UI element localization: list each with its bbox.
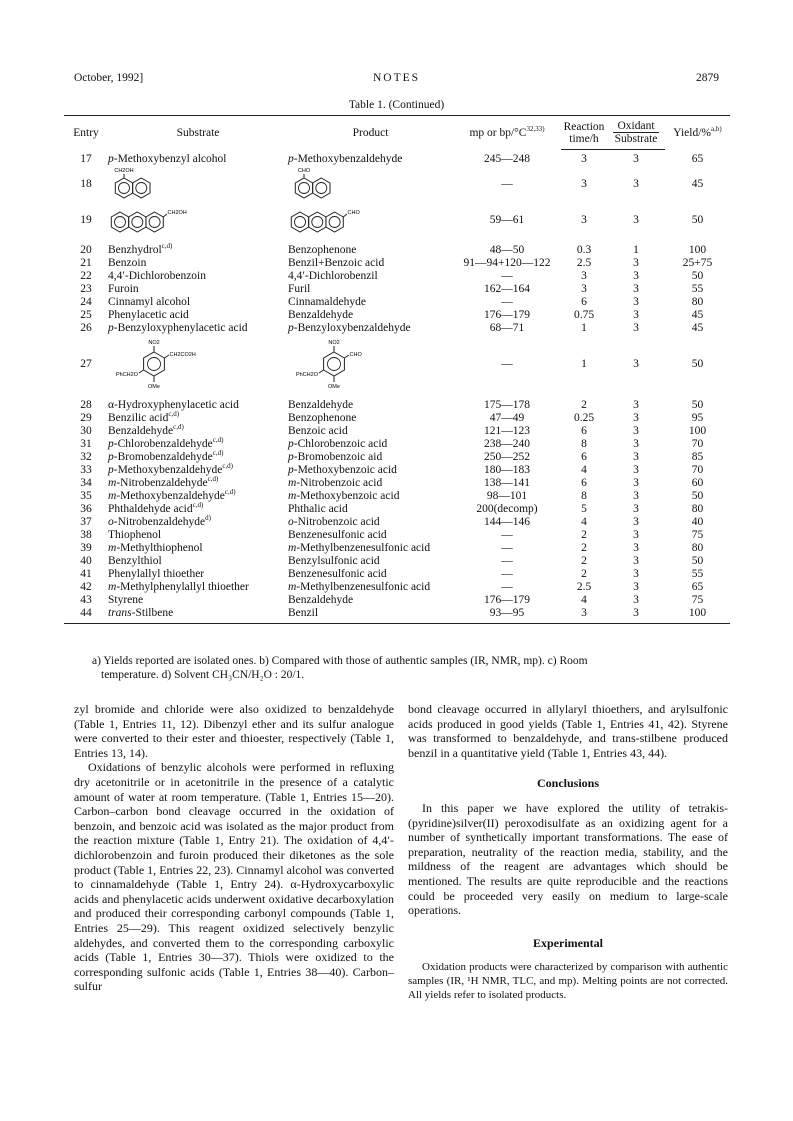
cell-time: 8 [581, 490, 587, 502]
cell-mp: 68—71 [489, 322, 525, 334]
table-row [64, 490, 730, 503]
cell-product: Benzil+Benzoic acid [288, 257, 385, 269]
cell-yield: 70 [691, 464, 704, 476]
table-row [64, 503, 730, 516]
cell-substrate [108, 166, 288, 202]
cell-mp: — [501, 296, 513, 308]
footnote-ref: c,d) [224, 488, 236, 497]
cell-ratio: 3 [633, 555, 639, 567]
left-column [74, 702, 394, 994]
cell-mp: — [501, 568, 513, 580]
cell-substrate: m-Methoxybenzaldehyde$^{c,d)}$ [108, 488, 236, 502]
cell-product: p-Methoxybenzoic acid [288, 464, 397, 476]
cell-mp: 138—141 [484, 477, 530, 489]
col-header-reaction: Reaction [561, 116, 607, 134]
table-row [64, 166, 730, 202]
cell-entry: 40 [80, 555, 92, 567]
cell-mp: 59—61 [489, 213, 525, 226]
right-paragraph-1: bond cleavage occurred in allylaryl thioethers, and arylsulfonic acids produced in good yields (Table 1, Entries 41, 42). Styrene was transformed to benzaldehyde, and trans-stilbene produced benzil in a quantitative yield (Table 1, Entries 43, 44). [408, 702, 728, 760]
col-header-yield-ref: a,b) [711, 124, 722, 133]
col-header-mp-text: mp or bp/°C [469, 126, 527, 139]
cell-product: p-Benzyloxybenzaldehyde [288, 322, 411, 334]
table-row [64, 283, 730, 296]
table-row [64, 296, 730, 309]
cell-ratio: 3 [633, 529, 639, 541]
cell-product: m-Methylbenzenesulfonic acid [288, 542, 431, 554]
cell-time: 4 [581, 516, 587, 528]
cell-product: p-Bromobenzoic aid [288, 451, 383, 463]
cell-ratio: 3 [633, 425, 639, 437]
cell-yield: 60 [691, 477, 704, 489]
cell-entry: 17 [80, 152, 92, 165]
table-row [64, 464, 730, 477]
cell-substrate: Benzylthiol [108, 555, 162, 567]
left-paragraph-1: zyl bromide and chloride were also oxidized to benzaldehyde (Table 1, Entries 11, 12). Dibenzyl ether and its sulfur analogue were converted to their ester and thioester, respectively (Table 1, Entries 13, 14). [74, 702, 394, 760]
cell-entry: 22 [80, 270, 92, 282]
table-row [64, 335, 730, 393]
table-caption: Table 1. (Continued) [348, 99, 445, 111]
cell-entry: 36 [80, 503, 92, 515]
col-header-oxidant-text: Oxidant [613, 120, 658, 133]
cell-substrate: m-Methylphenylallyl thioether [108, 581, 249, 593]
left-paragraph-2: Oxidations of benzylic alcohols were performed in refluxing dry acetonitrile or in acetonitrile in the presence of a catalytic amount of water at room temperature. (Table 1, Entries 15—20). Carbon–carbon bond cleavage occurred in the oxidation of benzoin, and benzoic acid was isolated as the major product from the reaction mixture (Table 1, Entry 21). The oxidation of 4,4′-dichlorobenzoin and furoin produced their diketones as the sole product (Table 1, Entries 22, 23). Cinnamyl alcohol was converted to cinnamaldehyde (Table 1, Entry 24). α-Hydroxycarboxylic acids and phenylacetic acids underwent oxidative decarboxylation and produced their corresponding carbonyl compounds (Table 1, Entries 25—29). This reagent oxidized selectively benzylic aldehydes, and converted them to the corresponding carboxylic acids (Table 1, Entries 30—37). Thiols were oxidized to the corresponding sulfonic acids (Table 1, Entries 38—40). Carbon–sulfur [74, 760, 394, 994]
cell-mp: — [501, 357, 513, 370]
footnote-line-1: a) Yields reported are isolated ones. b) Compared with those of authentic samples (IR, NMR, mp). c) Room [92, 655, 588, 667]
cell-substrate: Phenylallyl thioether [108, 568, 205, 580]
cell-mp: 93—95 [453, 607, 561, 624]
cell-mp: 176—179 [484, 309, 530, 321]
cell-substrate: Furoin [108, 283, 139, 295]
cell-entry: 43 [80, 594, 92, 606]
cell-ratio: 3 [607, 607, 665, 624]
conclusions-heading: Conclusions [536, 776, 600, 791]
table-row [64, 607, 730, 624]
table-row [64, 568, 730, 581]
col-header-product: Product [288, 116, 453, 150]
cell-mp: 162—164 [484, 283, 530, 295]
cell-mp: — [501, 177, 513, 190]
cell-yield: 100 [688, 425, 707, 437]
cell-product: p-Chlorobenzoic acid [288, 438, 388, 450]
cell-yield: 80 [691, 542, 704, 554]
cell-product: p-Methoxybenzaldehyde [288, 152, 403, 165]
cell-mp: — [501, 270, 513, 282]
table-row [64, 393, 730, 412]
cell-product: Benzylsulfonic acid [288, 555, 380, 567]
cell-product: Benzenesulfonic acid [288, 529, 387, 541]
substituent-label: PhCH2O [295, 372, 318, 378]
table-row [64, 322, 730, 335]
cell-yield: 45 [691, 309, 704, 321]
cell-substrate: p-Methoxybenzyl alcohol [108, 152, 227, 165]
table-row [64, 309, 730, 322]
running-header-title: NOTES [372, 72, 421, 84]
cell-product: Benzenesulfonic acid [288, 568, 387, 580]
table-footnotes [92, 654, 732, 682]
cell-product: 4,4′-Dichlorobenzil [288, 270, 378, 282]
cell-mp: 200(decomp) [476, 503, 538, 515]
cell-ratio: 3 [633, 542, 639, 554]
cell-yield: 65 [691, 581, 704, 593]
cell-product: Benzophenone [288, 412, 357, 424]
cell-substrate [108, 335, 288, 393]
cell-time: 6 [581, 451, 587, 463]
cell-substrate: p-Benzyloxyphenylacetic acid [108, 322, 248, 334]
cell-product: Cinnamaldehyde [288, 296, 366, 308]
cell-mp: 245—248 [484, 152, 530, 165]
cell-substrate: m-Methylthiophenol [108, 542, 203, 554]
substituent-label: CHO [347, 210, 360, 216]
cell-ratio: 3 [633, 296, 639, 308]
page-number: 2879 [696, 72, 719, 84]
cell-yield: 95 [691, 412, 704, 424]
cell-ratio: 3 [633, 503, 639, 515]
table-row [64, 542, 730, 555]
cell-time: 2 [581, 399, 587, 411]
cell-product: m-Nitrobenzoic acid [288, 477, 383, 489]
results-table [64, 115, 730, 624]
cell-yield: 50 [691, 555, 704, 567]
cell-mp: 121—123 [484, 425, 530, 437]
cell-ratio: 3 [633, 399, 639, 411]
substituent-label: OMe [148, 384, 160, 390]
footnote-ref: c,d) [212, 436, 224, 445]
cell-yield: 50 [691, 399, 704, 411]
cell-yield: 100 [688, 244, 707, 256]
cell-time: 1 [581, 322, 587, 334]
cell-substrate: Phthaldehyde acid$^{c,d)}$ [108, 501, 204, 515]
conclusions-paragraph: In this paper we have explored the utility of tetrakis-(pyridine)silver(II) peroxodisulfate as an oxidizing agent for a number of synthetically important transformations. The ease of preparation, neutrality of the reaction media, stability, and the mildness of the reagent are advantages which should be mentioned. The results are quite reproducible and the reactions could be proceeded very easily on medium to large-scale operations. [408, 800, 728, 918]
cell-product: m-Methoxybenzoic acid [288, 490, 400, 502]
cell-substrate: Benzoin [108, 257, 147, 269]
cell-substrate: Thiophenol [108, 529, 162, 541]
cell-ratio: 3 [633, 270, 639, 282]
cell-entry: 28 [80, 399, 92, 411]
cell-time: 0.3 [576, 244, 592, 256]
footnote-ref: c,d) [173, 423, 184, 432]
cell-mp: 48—50 [489, 244, 525, 256]
cell-entry: 32 [80, 451, 92, 463]
cell-mp: 98—101 [486, 490, 528, 502]
cell-ratio: 3 [633, 177, 639, 190]
cell-yield: 65 [691, 152, 704, 165]
cell-time: 6 [581, 425, 587, 437]
cell-time: 3 [581, 213, 587, 226]
cell-entry: 39 [80, 542, 92, 554]
footnote-ref: c,d) [192, 501, 204, 510]
substituent-label: CH2OH [167, 210, 187, 216]
cell-ratio: 3 [633, 322, 639, 334]
cell-mp: — [501, 529, 513, 541]
cell-substrate: Styrene [108, 594, 144, 606]
cell-ratio: 3 [633, 451, 639, 463]
cell-time: 2 [581, 568, 587, 580]
table-row [64, 477, 730, 490]
footnote-ref: c,d) [161, 242, 173, 251]
cell-entry: 24 [80, 296, 92, 308]
cell-entry: 31 [80, 438, 92, 450]
cell-product [288, 335, 453, 393]
table-row [64, 238, 730, 257]
cell-mp: 238—240 [484, 438, 530, 450]
cell-product: Benzaldehyde [288, 309, 354, 321]
cell-ratio: 3 [633, 412, 639, 424]
footnote-ref: c,d) [207, 475, 219, 484]
footnote-ref: c,d) [212, 449, 224, 458]
cell-entry: 20 [80, 244, 92, 256]
experimental-heading: Experimental [533, 935, 603, 950]
cell-mp: 91—94+120—122 [463, 257, 551, 269]
cell-yield: 45 [691, 322, 704, 334]
cell-mp: 176—179 [484, 594, 530, 606]
cell-mp: — [501, 581, 513, 593]
cell-time: 8 [581, 438, 587, 450]
cell-substrate: Benzaldehyde$^{c,d)}$ [108, 423, 184, 437]
table-row [64, 451, 730, 464]
footnote-ref: c,d) [222, 462, 234, 471]
footnote-line-2: temperature. d) Solvent CH₃CN/H₂O : 20/1. [101, 669, 305, 681]
cell-yield: 75 [691, 594, 704, 606]
cell-product: Benzaldehyde [288, 399, 354, 411]
cell-product: o-Nitrobenzoic acid [288, 516, 380, 528]
cell-ratio: 3 [633, 594, 639, 606]
cell-yield: 50 [691, 490, 704, 502]
cell-mp: 144—146 [484, 516, 530, 528]
cell-time: 3 [581, 177, 587, 190]
cell-entry: 27 [80, 357, 92, 370]
cell-yield: 80 [691, 296, 704, 308]
cell-mp: — [501, 542, 513, 554]
table-row [64, 425, 730, 438]
substituent-label: NO2 [148, 340, 160, 346]
cell-entry: 38 [80, 529, 92, 541]
cell-substrate: Benzilic acid$^{c,d)}$ [108, 410, 180, 424]
cell-yield: 70 [691, 438, 704, 450]
footnote-ref: d) [205, 514, 211, 523]
cell-yield: 50 [691, 357, 704, 370]
cell-entry: 33 [80, 464, 92, 476]
footnote-ref: c,d) [168, 410, 180, 419]
cell-yield: 50 [691, 213, 704, 226]
cell-entry: 37 [80, 516, 92, 528]
cell-entry: 23 [80, 283, 92, 295]
cell-yield: 100 [665, 607, 730, 624]
cell-product: m-Methylbenzenesulfonic acid [288, 581, 431, 593]
col-header-entry: Entry [64, 116, 108, 150]
cell-substrate: o-Nitrobenzaldehyde$^{d)}$ [108, 514, 211, 528]
cell-substrate: Phenylacetic acid [108, 309, 189, 321]
cell-time: 2.5 [576, 257, 592, 269]
cell-time: 3 [581, 283, 587, 295]
cell-entry: 18 [80, 177, 92, 190]
cell-time: 2.5 [576, 581, 592, 593]
cell-entry: 29 [80, 412, 92, 424]
cell-time: 6 [581, 296, 587, 308]
cell-time: 1 [581, 357, 587, 370]
cell-mp: — [501, 555, 513, 567]
col-header-substrate: Substrate [108, 116, 288, 150]
cell-time: 0.25 [573, 412, 595, 424]
table-row [64, 257, 730, 270]
substituent-label: OMe [328, 384, 340, 390]
substituent-label: CH2OH [114, 168, 134, 174]
table-row [64, 270, 730, 283]
table-row [64, 594, 730, 607]
col-header-time: time/h [561, 133, 607, 150]
table-row [64, 202, 730, 238]
cell-yield: 50 [691, 270, 704, 282]
cell-substrate: p-Methoxybenzaldehyde$^{c,d)}$ [108, 462, 234, 476]
cell-yield: 80 [691, 503, 704, 515]
cell-product: Phthalic acid [288, 503, 348, 515]
cell-product: Benzoic acid [288, 425, 348, 437]
cell-product: Benzophenone [288, 244, 357, 256]
cell-ratio: 3 [633, 516, 639, 528]
table-row [64, 529, 730, 542]
cell-product: Furil [288, 283, 311, 295]
cell-entry: 21 [80, 257, 92, 269]
cell-ratio: 3 [633, 464, 639, 476]
cell-yield: 85 [691, 451, 704, 463]
cell-mp: 175—178 [484, 399, 530, 411]
table-row [64, 516, 730, 529]
cell-ratio: 1 [633, 244, 639, 256]
cell-ratio: 3 [633, 581, 639, 593]
cell-ratio: 3 [633, 257, 639, 269]
table-row [64, 150, 730, 167]
cell-substrate: p-Bromobenzaldehyde$^{c,d)}$ [108, 449, 224, 463]
cell-time: 4 [581, 594, 587, 606]
cell-product [288, 202, 453, 238]
cell-entry: 19 [80, 213, 92, 226]
cell-substrate: Cinnamyl alcohol [108, 296, 191, 308]
substituent-label: CH2CO2H [169, 352, 196, 358]
cell-entry: 26 [80, 322, 92, 334]
cell-time: 4 [581, 464, 587, 476]
cell-ratio: 3 [633, 283, 639, 295]
col-header-oxidant [607, 116, 665, 134]
cell-yield: 40 [691, 516, 704, 528]
experimental-paragraph: Oxidation products were characterized by comparison with authentic samples (IR, ¹H NMR, TLC, and mp). Melting points are not corrected. All yields refer to isolated products. [408, 961, 728, 1002]
cell-ratio: 3 [633, 153, 639, 165]
running-header-left: October, 1992] [74, 72, 144, 84]
cell-yield: 75 [691, 529, 704, 541]
cell-ratio: 3 [633, 213, 639, 226]
cell-yield: 55 [691, 568, 704, 580]
cell-substrate: trans-Stilbene [108, 607, 288, 624]
cell-mp: 250—252 [484, 451, 530, 463]
cell-product: Benzil [288, 607, 453, 624]
cell-time: 3 [561, 607, 607, 624]
cell-ratio: 3 [633, 357, 639, 370]
cell-entry: 30 [80, 425, 92, 437]
table-row [64, 581, 730, 594]
cell-mp: 47—49 [489, 412, 525, 424]
cell-substrate: Benzhydrol$^{c,d)}$ [108, 242, 173, 256]
cell-time: 3 [581, 153, 587, 165]
cell-entry: 34 [80, 477, 92, 489]
cell-ratio: 3 [633, 309, 639, 321]
cell-time: 5 [581, 503, 587, 515]
cell-entry: 35 [80, 490, 92, 502]
cell-time: 0.75 [573, 309, 595, 321]
cell-product [288, 166, 453, 202]
cell-ratio: 3 [633, 477, 639, 489]
cell-entry: 42 [80, 581, 92, 593]
cell-time: 2 [581, 529, 587, 541]
cell-time: 2 [581, 555, 587, 567]
col-header-yield [665, 116, 730, 150]
cell-ratio: 3 [633, 568, 639, 580]
substituent-label: CHO [349, 352, 362, 358]
cell-substrate: p-Chlorobenzaldehyde$^{c,d)}$ [108, 436, 224, 450]
cell-time: 2 [581, 542, 587, 554]
cell-yield: 25+75 [682, 257, 713, 269]
table-row [64, 412, 730, 425]
col-header-substrate-ratio: Substrate [607, 133, 665, 150]
table-row [64, 438, 730, 451]
cell-time: 3 [581, 270, 587, 282]
col-header-mp-ref: 32,33) [526, 124, 545, 133]
cell-ratio: 3 [633, 438, 639, 450]
cell-entry: 44 [64, 607, 108, 624]
substituent-label: CHO [297, 168, 311, 174]
substituent-label: PhCH2O [115, 372, 138, 378]
cell-entry: 41 [80, 568, 92, 580]
cell-time: 6 [581, 477, 587, 489]
right-column [408, 702, 728, 1002]
cell-ratio: 3 [633, 490, 639, 502]
cell-yield: 45 [691, 177, 704, 190]
cell-substrate: α-Hydroxyphenylacetic acid [108, 399, 239, 411]
cell-substrate: 4,4′-Dichlorobenzoin [108, 270, 207, 282]
cell-entry: 25 [80, 309, 92, 321]
cell-substrate: m-Nitrobenzaldehyde$^{c,d)}$ [108, 475, 219, 489]
cell-mp: 180—183 [484, 464, 530, 476]
col-header-yield-text: Yield/% [673, 126, 711, 139]
cell-yield: 55 [691, 283, 704, 295]
substituent-label: NO2 [328, 340, 340, 346]
table-row [64, 555, 730, 568]
col-header-mp [453, 116, 561, 150]
cell-substrate [108, 202, 288, 238]
cell-product: Benzaldehyde [288, 594, 354, 606]
